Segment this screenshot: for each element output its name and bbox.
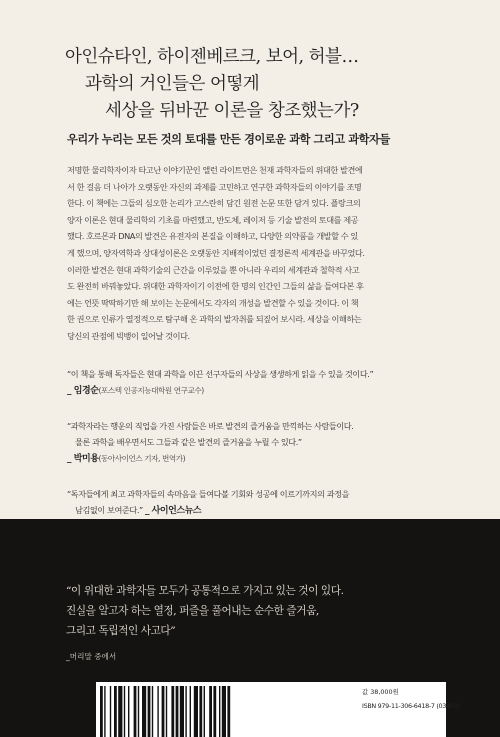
endorser-affiliation: (동아사이언스 기자, 번역가) [98,454,186,463]
endorser-affiliation: (포스텍 인공지능대학원 연구교수) [98,386,204,395]
endorsement-text: “독자들에게 최고 과학자들의 속마음을 들여다볼 기회와 성공에 이르기까지의 과정을 [67,489,350,499]
endorsement-text: “과학자라는 행운의 직업을 가진 사람들은 바로 발견의 즐거움을 만끽하는 사람들이다. [67,421,354,431]
description-line: 서 한 걸음 더 나아가 오랫동안 자신의 과제를 고민하고 연구한 과학자들의 이야기를 조명 [67,181,362,192]
isbn-label: ISBN 979-11-306-6418-7 (03400) [362,702,460,710]
description-line: 저명한 물리학자이자 타고난 이야기꾼인 앨런 라이트먼은 천재 과학자들의 위대한 발견에 [67,165,363,175]
endorser-name: _ 사이언스뉴스 [144,506,202,516]
endorsement-text: “이 책을 통해 독자들은 현대 과학을 이끈 선구자들의 사상을 생생하게 읽을 수 있을 것이다.” [67,369,374,379]
headline-line-3: 세상을 뒤바꾼 이론을 창조했는가? [105,101,359,121]
endorser-name: _ 박미용 [67,454,99,464]
description [67,162,439,345]
description-line: 에는 언뜻 딱딱하기만 해 보이는 논문에서도 각자의 개성을 발견할 수 있을 것이다. 이 책 [67,297,359,308]
barcode-icon [98,686,316,737]
endorsement-text: 남김없이 보여준다.” [75,505,143,515]
endorsement-1 [67,366,447,399]
excerpt-line: “이 위대한 과학자들 모두가 공통적으로 가지고 있는 것이 있다. [66,585,344,597]
excerpt-line: 진실을 알고자 하는 열정, 퍼즐을 풀어내는 순수한 즐거움, [66,604,319,617]
headline-line-1: 아인슈타인, 하이젠베르크, 보어, 허블… [65,47,359,67]
description-line: 게 했으며, 양자역학과 상대성이론은 오랫동안 지배적이었던 결정론적 세계관을 바꾸었다. [67,247,365,258]
description-line: 도 완전히 바꿔놓았다. 위대한 과학자이기 이전에 한 명의 인간인 그들의 삶을 들여다본 후 [67,281,364,292]
endorsement-3 [67,486,447,519]
excerpt-line: 그리고 독립적인 사고다” [66,624,176,637]
endorsement-text: 물론 과학을 배우면서도 그들과 같은 발견의 즐거움을 누릴 수 있다.” [75,437,302,447]
description-line: 했다. 호르몬과 DNA의 발견은 유전자의 본질을 이해하고, 다양한 의약품을 개발할 수 있 [67,231,358,242]
price-label: 값 38,000원 [362,688,399,696]
headline [65,44,465,125]
description-line: 한 권으로 인류가 열정적으로 탐구해 온 과학의 발자취를 되짚어 보시라. 세상을 이해하는 [67,314,362,325]
preface-excerpt [66,582,486,641]
headline-line-2: 과학의 거인들은 어떻게 [85,74,260,94]
description-line: 한다. 이 책에는 그들의 심오한 논리가 고스란히 담긴 원전 논문 또한 담겨 있다. 플랑크의 [67,198,361,209]
description-line: 양자 이론은 현대 물리학의 기초를 마련했고, 반도체, 레이저 등 기술 발전의 토대를 제공 [67,214,359,225]
subheading: 우리가 누리는 모든 것의 토대를 만든 경이로운 과학 그리고 과학자들 [67,133,390,146]
endorser-name: _ 임경순 [67,386,99,396]
description-line: 당신의 관점에 빅뱅이 일어날 것이다. [67,330,190,341]
description-line: 이러한 발견은 현대 과학기술의 근간을 이루었을 뿐 아니라 우리의 세계관과 철학적 사고 [67,264,360,275]
excerpt-source: _머리말 중에서 [66,652,117,661]
endorsement-2 [67,418,447,467]
